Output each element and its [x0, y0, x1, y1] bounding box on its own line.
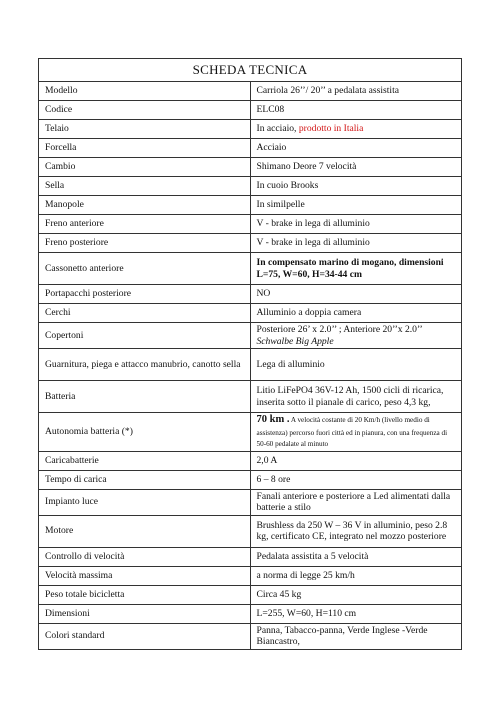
- row-label: Manopole: [39, 196, 251, 215]
- table-row: [39, 82, 462, 101]
- row-label: Impianto luce: [39, 489, 251, 515]
- row-value: [250, 323, 462, 349]
- table-row: [39, 120, 462, 139]
- row-value: Brushless da 250 W – 36 V in alluminio, peso 2.8 kg, certificato CE, integrato nel mozzo posteriore: [250, 515, 462, 547]
- row-label: Peso totale bicicletta: [39, 585, 251, 604]
- row-label: Telaio: [39, 120, 251, 139]
- value-text: In acciaio,: [256, 123, 299, 135]
- row-label: Modello: [39, 82, 251, 101]
- row-value: Acciaio: [250, 139, 462, 158]
- row-label: Tempo di carica: [39, 470, 251, 489]
- table-row: [39, 413, 462, 452]
- row-label: Caricabatterie: [39, 451, 251, 470]
- row-label: Autonomia batteria (*): [39, 413, 251, 452]
- row-label: Codice: [39, 101, 251, 120]
- row-value: Shimano Deore 7 velocità: [250, 158, 462, 177]
- row-label: Portapacchi posteriore: [39, 285, 251, 304]
- table-row: [39, 196, 462, 215]
- row-label: Sella: [39, 177, 251, 196]
- row-value: a norma di legge 25 km/h: [250, 566, 462, 585]
- row-value: 6 – 8 ore: [250, 470, 462, 489]
- row-value: [250, 413, 462, 452]
- table-row: [39, 547, 462, 566]
- row-value: Litio LiFePO4 36V-12 Ah, 1500 cicli di ricarica, inserita sotto il pianale di carico, peso 4,3 kg,: [250, 381, 462, 413]
- row-label: Cassonetto anteriore: [39, 253, 251, 285]
- table-row: [39, 604, 462, 623]
- row-label: Copertoni: [39, 323, 251, 349]
- row-label: Colori standard: [39, 623, 251, 649]
- table-row: [39, 381, 462, 413]
- spec-table: [38, 58, 462, 650]
- row-value: Panna, Tabacco-panna, Verde Inglese -Verde Biancastro,: [250, 623, 462, 649]
- row-value: Fanali anteriore e posteriore a Led alimentati dalla batterie a stilo: [250, 489, 462, 515]
- row-value: In cuoio Brooks: [250, 177, 462, 196]
- table-row: [39, 515, 462, 547]
- table-row: [39, 566, 462, 585]
- made-in-italy-highlight: prodotto in Italia: [298, 123, 364, 135]
- value-text: Posteriore 26’ x 2.0’’ ; Anteriore 20’’x 2.0’’: [256, 324, 422, 335]
- row-label: Forcella: [39, 139, 251, 158]
- table-row: [39, 234, 462, 253]
- row-label: Controllo di velocità: [39, 547, 251, 566]
- table-row: [39, 623, 462, 649]
- row-label: Cambio: [39, 158, 251, 177]
- row-value: Alluminio a doppia camera: [250, 304, 462, 323]
- range-note: A velocità costante di 20 Km/h (livello medio di assistenza) percorso fuori città ed in pianura, con una frequenza di 50-60 pedalate al minuto: [256, 416, 448, 449]
- row-value: [250, 120, 462, 139]
- row-value: ELC08: [250, 101, 462, 120]
- table-row: [39, 304, 462, 323]
- row-value: Lega di alluminio: [250, 349, 462, 381]
- tire-brand: Schwalbe Big Apple: [256, 335, 334, 347]
- row-value: NO: [250, 285, 462, 304]
- row-label: Dimensioni: [39, 604, 251, 623]
- table-row: [39, 323, 462, 349]
- page-title: SCHEDA TECNICA: [39, 59, 462, 82]
- row-label: Motore: [39, 515, 251, 547]
- table-row: [39, 177, 462, 196]
- row-label: Freno anteriore: [39, 215, 251, 234]
- table-row: [39, 101, 462, 120]
- table-row: [39, 285, 462, 304]
- row-value: 2,0 A: [250, 451, 462, 470]
- table-row: [39, 139, 462, 158]
- row-value: L=255, W=60, H=110 cm: [250, 604, 462, 623]
- row-value: Circa 45 kg: [250, 585, 462, 604]
- row-value: Carriola 26’’/ 20’’ a pedalata assistita: [250, 82, 462, 101]
- table-row: [39, 349, 462, 381]
- table-row: [39, 215, 462, 234]
- row-label: Velocità massima: [39, 566, 251, 585]
- row-label: Cerchi: [39, 304, 251, 323]
- row-label: Freno posteriore: [39, 234, 251, 253]
- row-label: Batteria: [39, 381, 251, 413]
- table-row: [39, 489, 462, 515]
- table-row: [39, 158, 462, 177]
- table-row: [39, 585, 462, 604]
- row-value: Pedalata assistita a 5 velocità: [250, 547, 462, 566]
- table-row: [39, 470, 462, 489]
- row-value: In similpelle: [250, 196, 462, 215]
- row-value: In compensato marino di mogano, dimensioni L=75, W=60, H=34-44 cm: [250, 253, 462, 285]
- row-value: V - brake in lega di alluminio: [250, 234, 462, 253]
- range-value: 70 km .: [256, 414, 290, 425]
- row-value: V - brake in lega di alluminio: [250, 215, 462, 234]
- table-row: [39, 253, 462, 285]
- row-label: Guarnitura, piega e attacco manubrio, canotto sella: [39, 349, 251, 381]
- title-row: [39, 59, 462, 82]
- table-row: [39, 451, 462, 470]
